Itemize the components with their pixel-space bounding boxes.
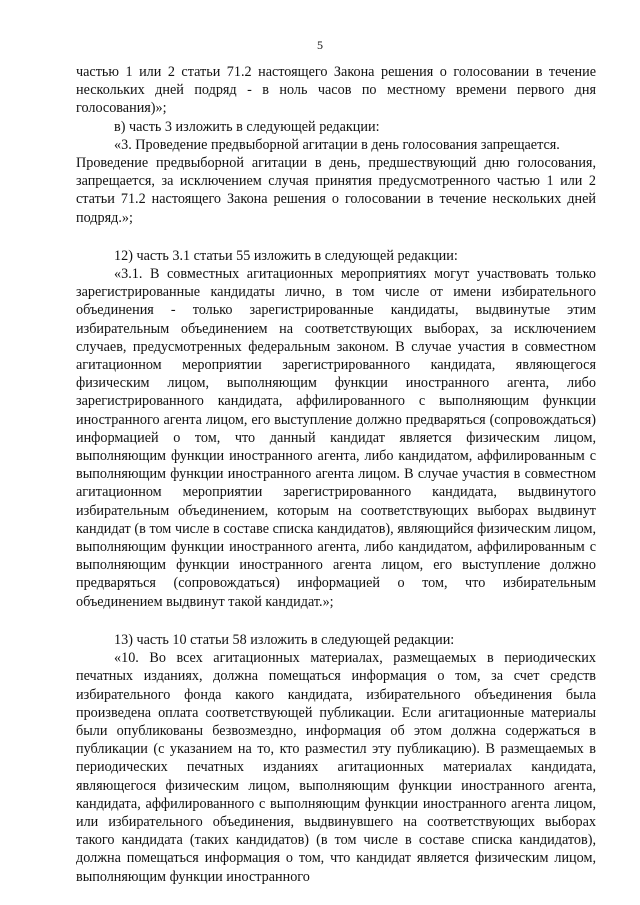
paragraph-gap	[76, 227, 596, 247]
paragraph-item-v: в) часть 3 изложить в следующей редакции:	[114, 118, 380, 135]
document-body	[76, 63, 596, 886]
paragraph-quote-10: «10. Во всех агитационных материалах, размещаемых в периодических печатных изданиях, должна помещаться информация о том, за счет средств избирательного фонда какого кандидата, избирательного объединения была произведена оплата соответствующей публикации. Если агитационные материалы были опубликованы безвозмездно, информация об этом должна содержаться в публикации (с указанием на то, кто разместил эту публикацию). В размещаемых в периодических печатных изданиях агитационных материалах кандидата, являющегося физическим лицом, выполняющим функции иностранного агента, кандидата, аффилированного с выполняющим функции иностранного агента лицом, или избирательного объединения, выдвинувшего на соответствующих выборах такого кандидата (таких кандидатов) (в том числе в составе списка кандидатов), должна помещаться информация о том, что кандидат является физическим лицом, выполняющим функции иностранного	[76, 650, 596, 885]
page-number: 5	[317, 38, 323, 52]
paragraph-quote-3: «3. Проведение предвыборной агитации в день голосования запрещается.	[114, 136, 560, 153]
paragraph-quote-3-continued: Проведение предвыборной агитации в день, предшествующий дню голосования, запрещается, за исключением случая принятия предусмотренного частью 1 или 2 статьи 71.2 настоящего Закона решения о голосовании в течение нескольких дней подряд.»;	[76, 155, 596, 226]
paragraph-quote-3-1: «3.1. В совместных агитационных мероприятиях могут участвовать только зарегистрированные кандидаты лично, в том числе от имени избирательного объединения - только зарегистрированные кандидаты, выдвинутые этим избирательным объединением на соответствующих выборах, за исключением случаев, предусмотренных федеральным законом. В случае участия в совместном агитационном мероприятии зарегистрированного кандидата, являющегося физическим лицом, выполняющим функции иностранного агента, либо зарегистрированного кандидата, аффилированного с выполняющим функции иностранного агента лицом, его выступление должно предваряться (сопровождаться) информацией о том, что данный кандидат является физическим лицом, выполняющим функции иностранного агента, либо кандидатом, аффилированным с выполняющим функции иностранного агента лицом. В случае участия в совместном агитационном мероприятии зарегистрированного кандидата, выдвинутого избирательным объединением, которым на соответствующих выборах выдвинут кандидат (в том числе в составе списка кандидатов), являющийся физическим лицом, выполняющим функции иностранного агента, либо кандидатом, аффилированным с выполняющим функции иностранного агента лицом, его выступление должно предваряться (сопровождаться) информацией о том, что избирательным объединением выдвинут такой кандидат.»;	[76, 266, 596, 610]
paragraph-continuation: частью 1 или 2 статьи 71.2 настоящего Закона решения о голосовании в течение нескольких дней подряд - в ноль часов по местному времени первого дня голосования)»;	[76, 64, 596, 117]
paragraph-gap	[76, 611, 596, 631]
paragraph-item-13: 13) часть 10 статьи 58 изложить в следующей редакции:	[114, 631, 455, 648]
paragraph-item-12: 12) часть 3.1 статьи 55 изложить в следующей редакции:	[114, 247, 458, 264]
